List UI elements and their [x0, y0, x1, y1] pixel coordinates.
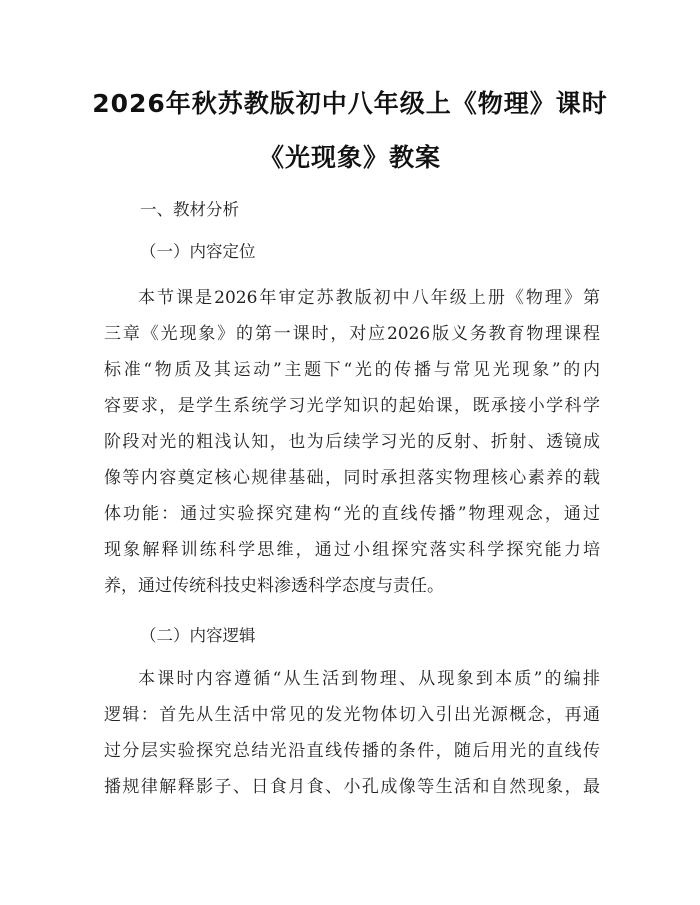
subsection-heading-content-logic: （二）内容逻辑 — [140, 626, 256, 645]
subsection-heading-content-positioning: （一）内容定位 — [140, 242, 256, 261]
paragraph-line: 逻辑：首先从生活中常见的发光物体切入引出光源概念，再通 — [104, 705, 600, 725]
paragraph-line: 过分层实验探究总结光沿直线传播的条件，随后用光的直线传 — [104, 741, 600, 761]
paragraph-line: 本课时内容遵循“从生活到物理、从现象到本质”的编排 — [138, 669, 600, 689]
section-heading-textbook-analysis: 一、教材分析 — [140, 200, 239, 219]
paragraph-content-logic — [104, 661, 600, 805]
paragraph-line: 现象解释训练科学思维，通过小组探究落实科学探究能力培 — [104, 540, 600, 560]
document-title-line-2: 《光现象》教案 — [258, 143, 441, 172]
paragraph-line: 体功能：通过实验探究建构“光的直线传播”物理观念，通过 — [104, 504, 600, 524]
paragraph-line: 本节课是2026年审定苏教版初中八年级上册《物理》第 — [138, 288, 600, 308]
paragraph-line: 标准“物质及其运动”主题下“光的传播与常见光现象”的内 — [104, 360, 600, 380]
paragraph-line: 阶段对光的粗浅认知，也为后续学习光的反射、折射、透镜成 — [104, 432, 600, 452]
paragraph-line: 三章《光现象》的第一课时，对应2026版义务教育物理课程 — [104, 324, 600, 344]
paragraph-line: 像等内容奠定核心规律基础，同时承担落实物理核心素养的载 — [104, 468, 600, 488]
paragraph-line: 播规律解释影子、日食月食、小孔成像等生活和自然现象，最 — [104, 777, 600, 797]
paragraph-line: 养，通过传统科技史料渗透科学态度与责任。 — [104, 576, 444, 596]
paragraph-content-positioning — [104, 280, 600, 604]
paragraph-line: 容要求，是学生系统学习光学知识的起始课，既承接小学科学 — [104, 396, 600, 416]
document-title-line-1: 2026年秋苏教版初中八年级上《物理》课时 — [92, 89, 608, 118]
